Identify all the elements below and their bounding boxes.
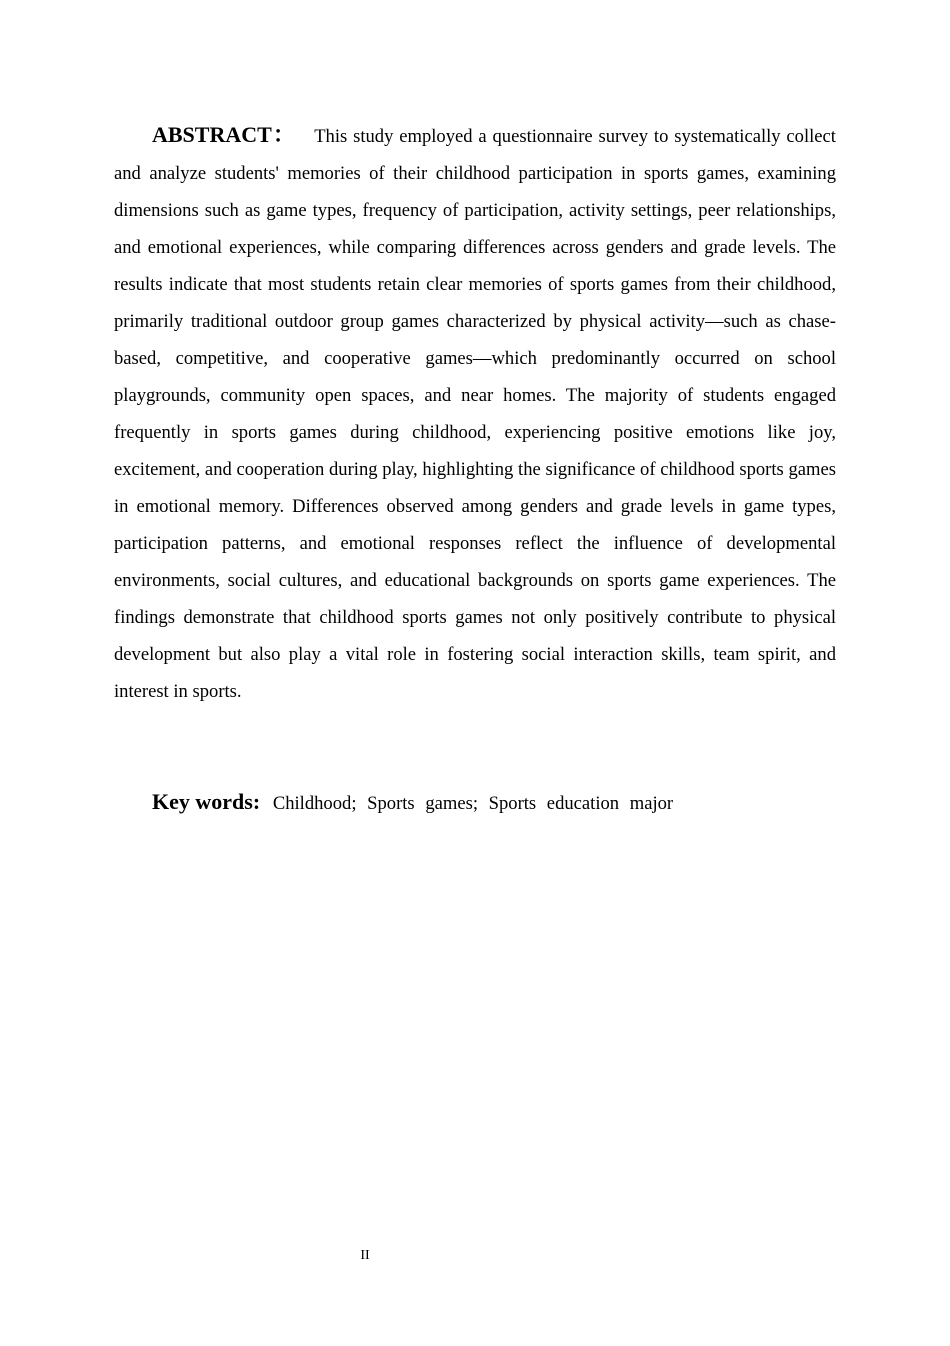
abstract-colon: ：: [271, 122, 297, 147]
abstract-text: This study employed a questionnaire survey to systematically collect and analyze students' memories of their childhood participation in sports games, examining dimensions such as game types, frequency of participation, activity settings, peer relationships, and emotional experiences, while comparing differences across genders and grade levels. The results indicate that most students retain clear memories of sports games from their childhood, primarily traditional outdoor group games characterized by physical activity—such as chase-based, competitive, and cooperative games—which predominantly occurred on school playgrounds, community open spaces, and near homes. The majority of students engaged frequently in sports games during childhood, experiencing positive emotions like joy, excitement, and cooperation during play, highlighting the significance of childhood sports games in emotional memory. Differences observed among genders and grade levels in game types, participation patterns, and emotional responses reflect the influence of developmental environments, social cultures, and educational backgrounds on sports game experiences. The findings demonstrate that childhood sports games not only positively contribute to physical development but also play a vital role in fostering social interaction skills, team spirit, and interest in sports.: [114, 126, 836, 702]
keywords-label: Key words:: [152, 789, 261, 814]
page-number: II: [360, 1248, 370, 1263]
keywords-text: Childhood; Sports games; Sports education major: [272, 793, 674, 814]
abstract-paragraph: [114, 116, 836, 710]
abstract-heading: ABSTRACT: [152, 122, 272, 147]
keywords-line: [152, 782, 673, 824]
